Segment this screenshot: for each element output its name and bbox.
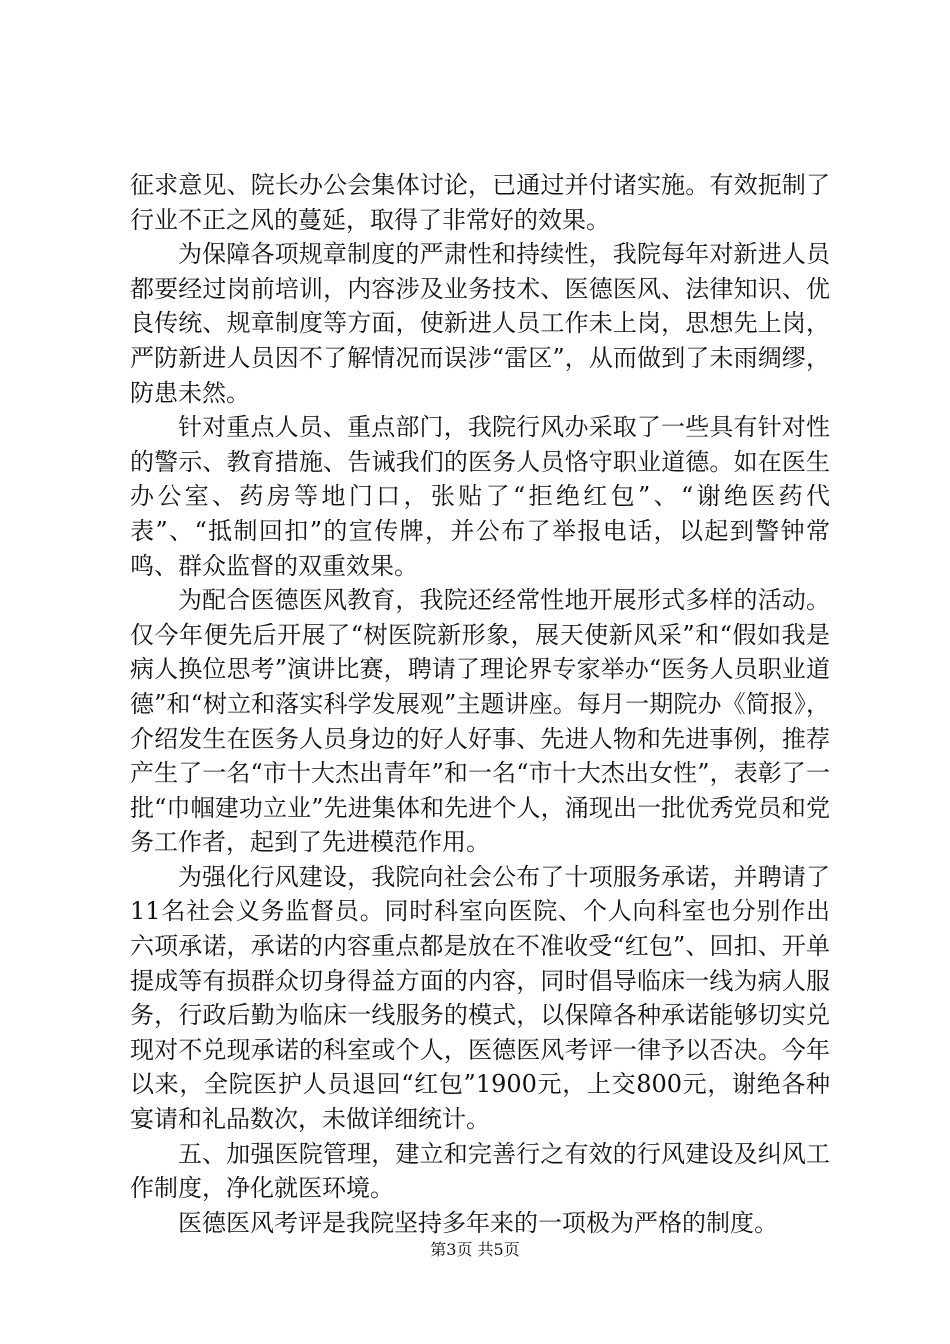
- document-body: [130, 168, 830, 1240]
- paragraph-6-heading: 五、加强医院管理，建立和完善行之有效的行风建设及纠风工作制度，净化就医环境。: [130, 1139, 830, 1203]
- paragraph-4: 为配合医德医风教育，我院还经常性地开展形式多样的活动。仅今年便先后开展了“树医院新形象，展天使新风采”和“假如我是病人换位思考”演讲比赛，聘请了理论界专家举办“医务人员职业道德”和“树立和落实科学发展观”主题讲座。每月一期院办《简报》，介绍发生在医务人员身边的好人好事、先进人物和先进事例，推荐产生了一名“市十大杰出青年”和一名“市十大杰出女性”，表彰了一批“巾帼建功立业”先进集体和先进个人，涌现出一批优秀党员和党务工作者，起到了先进模范作用。: [130, 586, 830, 857]
- paragraph-1: 征求意见、院长办公会集体讨论，已通过并付诸实施。有效扼制了行业不正之风的蔓延，取得了非常好的效果。: [130, 171, 830, 234]
- paragraph-3: 针对重点人员、重点部门，我院行风办采取了一些具有针对性的警示、教育措施、告诫我们的医务人员恪守职业道德。如在医生办公室、药房等地门口，张贴了“拒绝红包”、“谢绝医药代表”、“抵制回扣”的宣传牌，并公布了举报电话，以起到警钟常鸣、群众监督的双重效果。: [130, 413, 830, 580]
- paragraph-7: 医德医风考评是我院坚持多年来的一项极为严格的制度。: [178, 1208, 778, 1237]
- paragraph-2: 为保障各项规章制度的严肃性和持续性，我院每年对新进人员都要经过岗前培训，内容涉及业务技术、医德医风、法律知识、优良传统、规章制度等方面，使新进人员工作未上岗，思想先上岗，严防新进人员因不了解情况而误涉“雷区”，从而做到了未雨绸缪，防患未然。: [130, 240, 830, 407]
- paragraph-5: 为强化行风建设，我院向社会公布了十项服务承诺，并聘请了11名社会义务监督员。同时科室向医院、个人向科室也分别作出六项承诺，承诺的内容重点都是放在不准收受“红包”、回扣、开单提成等有损群众切身得益方面的内容，同时倡导临床一线为病人服务，行政后勤为临床一线服务的模式，以保障各种承诺能够切实兑现对不兑现承诺的科室或个人，医德医风考评一律予以否决。今年以来，全院医护人员退回“红包”1900元，上交800元，谢绝各种宴请和礼品数次，未做详细统计。: [130, 862, 830, 1134]
- page-footer: 第3页 共5页: [430, 1240, 520, 1259]
